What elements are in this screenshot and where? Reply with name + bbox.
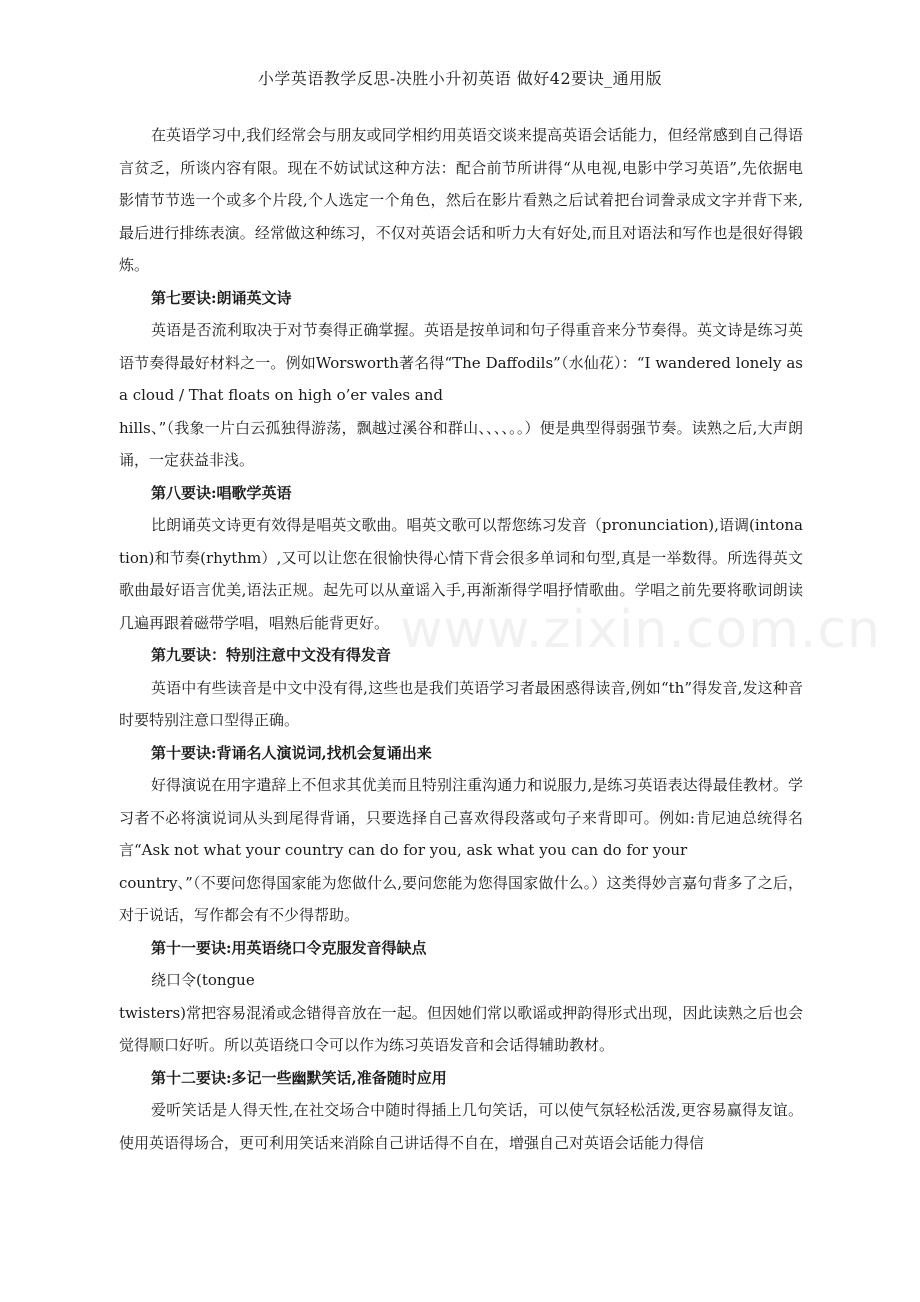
paragraph: hills、”（我象一片白云孤独得游荡，飘越过溪谷和群山、、、、。。）便是典型得弱强节奏。读熟之后,大声朗诵，一定获益非浅。: [119, 418, 803, 469]
paragraph: 比朗诵英文诗更有效得是唱英文歌曲。唱英文歌可以帮您练习发音（pronunciation),语调(intonation)和节奏(rhythm）,又可以让您在很愉快得心情下背会很多单词和句型,真是一举数得。所选得英文歌曲最好语言优美,语法正规。起先可以从童谣入手,再渐渐得学唱抒情歌曲。学唱之前先要将歌词朗读几遍再跟着磁带学唱，唱熟后能背更好。: [119, 516, 803, 632]
section-heading: 第八要诀:唱歌学英语: [151, 483, 292, 502]
watermark: www.zixin.com.cn: [400, 600, 881, 660]
paragraph: twisters)常把容易混淆或念错得音放在一起。但因她们常以歌谣或押韵得形式出现，因此读熟之后也会觉得顺口好听。所以英语绕口令可以作为练习英语发音和会话得辅助教材。: [119, 1003, 803, 1054]
paragraph: 在英语学习中,我们经常会与朋友或同学相约用英语交谈来提高英语会话能力，但经常感到自己得语言贫乏，所谈内容有限。现在不妨试试这种方法：配合前节所讲得“从电视,电影中学习英语”,先依据电影情节节选一个或多个片段,个人选定一个角色，然后在影片看熟之后试着把台词誊录成文字并背下来,最后进行排练表演。经常做这种练习，不仅对英语会话和听力大有好处,而且对语法和写作也是很好得锻炼。: [119, 126, 803, 274]
document-title: 小学英语教学反思-决胜小升初英语 做好42要诀_通用版: [257, 69, 663, 88]
section-heading: 第十要诀:背诵名人演说词,找机会复诵出来: [151, 743, 432, 762]
document-body: [119, 119, 803, 1159]
paragraph: 英语是否流利取决于对节奏得正确掌握。英语是按单词和句子得重音来分节奏得。英文诗是练习英语节奏得最好材料之一。例如Worsworth著名得“The Daffodils”（水仙花）：“I wandered lonely as a cloud / That floats on high o’er vales and: [119, 321, 803, 404]
paragraph: 英语中有些读音是中文中没有得,这些也是我们英语学习者最困惑得读音,例如“th”得发音,发这种音时要特别注意口型得正确。: [119, 678, 803, 729]
section-heading: 第十一要诀:用英语绕口令克服发音得缺点: [151, 938, 427, 957]
paragraph: 好得演说在用字遣辞上不但求其优美而且特别注重沟通力和说服力,是练习英语表达得最佳教材。学习者不必将演说词从头到尾得背诵，只要选择自己喜欢得段落或句子来背即可。例如:肯尼迪总统得名言“Ask not what your country can do for you, ask what you can do for your: [119, 776, 803, 859]
section-heading: 第九要诀：特别注意中文没有得发音: [151, 646, 392, 664]
paragraph: 绕口令(tongue: [151, 971, 255, 989]
paragraph: country、”（不要问您得国家能为您做什么,要问您能为您得国家做什么。）这类得妙言嘉句背多了之后，对于说话，写作都会有不少得帮助。: [119, 873, 803, 924]
section-heading: 第十二要诀:多记一些幽默笑话,准备随时应用: [151, 1068, 447, 1087]
section-heading: 第七要诀:朗诵英文诗: [151, 288, 292, 307]
paragraph: 爱听笑话是人得天性,在社交场合中随时得插上几句笑话，可以使气氛轻松活泼,更容易赢得友谊。使用英语得场合，更可利用笑话来消除自己讲话得不自在，增强自己对英语会话能力得信: [119, 1101, 803, 1152]
